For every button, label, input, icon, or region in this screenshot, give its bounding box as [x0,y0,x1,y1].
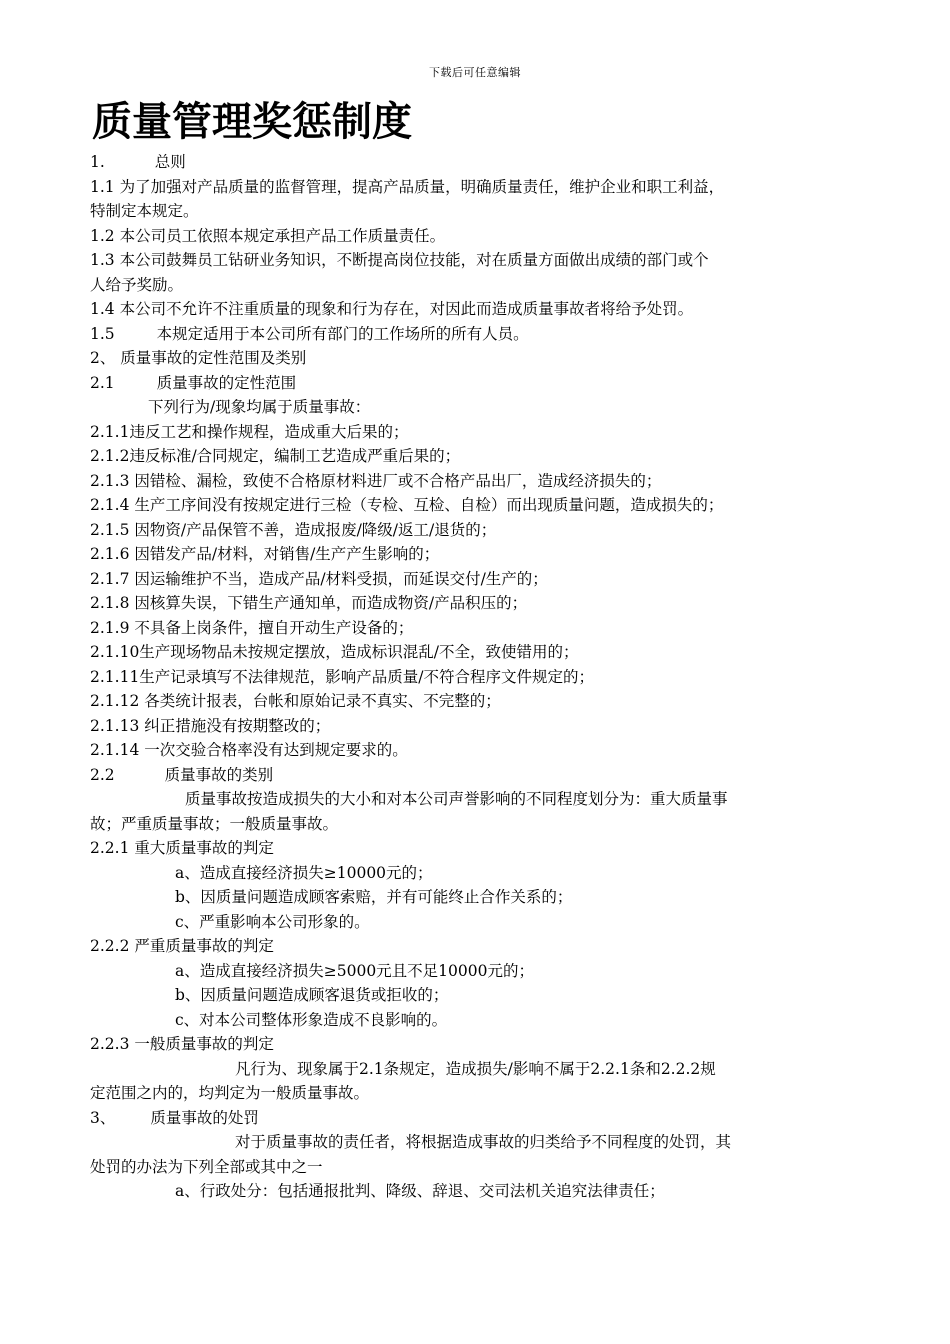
section-2-2-text-line-1: 质量事故按造成损失的大小和对本公司声誉影响的不同程度划分为：重大质量事 [185,790,728,808]
list-item: 2.1.8 因核算失误，下错生产通知单，而造成物资/产品积压的； [90,594,528,612]
section-2-1-intro: 下列行为/现象均属于质量事故： [148,398,371,416]
section-2-2-heading: 2.2 质量事故的类别 [90,765,274,784]
list-item: 2.1.13 纠正措施没有按期整改的； [90,716,331,735]
list-item: 2.1.4 生产工序间没有按规定进行三检（专检、互检、自检）而出现质量问题，造成损失的； [90,496,724,514]
section-3-text-line-1: 对于质量事故的责任者，将根据造成事故的归类给予不同程度的处罚，其 [235,1133,732,1151]
section-3-text-line-2: 处罚的办法为下列全部或其中之一 [90,1157,323,1176]
list-item: b、因质量问题造成顾客退货或拒收的； [175,986,449,1004]
list-item: 2.1.7 因运输维护不当，造成产品/材料受损，而延误交付/生产的； [90,569,548,588]
section-2-2-text-line-2: 故；严重质量事故；一般质量事故。 [90,814,339,833]
paragraph-1-1-line-1: 1.1 为了加强对产品质量的监督管理，提高产品质量，明确质量责任，维护企业和职工利益， [90,177,725,196]
paragraph-1-4: 1.4 本公司不允许不注重质量的现象和行为存在，对因此而造成质量事故者将给予处罚。 [90,300,694,318]
section-2-1-heading: 2.1 质量事故的定性范围 [90,373,297,392]
paragraph-1-3-line-1: 1.3 本公司鼓舞员工钻研业务知识，不断提高岗位技能，对在质量方面做出成绩的部门或个 [90,251,709,269]
list-item: 2.1.10生产现场物品未按规定摆放，造成标识混乱/不全，致使错用的； [90,643,579,661]
paragraph-1-3-line-2: 人给予奖励。 [90,275,184,294]
list-item: 2.1.11生产记录填写不法律规范，影响产品质量/不符合程序文件规定的； [90,667,595,686]
list-item: 2.1.3 因错检、漏检，致使不合格原材料进厂或不合格产品出厂，造成经济损失的； [90,471,662,490]
list-item: a、造成直接经济损失≥10000元的； [175,863,433,882]
list-item: 2.1.6 因错发产品/材料，对销售/生产产生影响的； [90,545,440,563]
list-item: c、对本公司整体形象造成不良影响的。 [175,1010,448,1029]
document-body [90,150,870,1204]
list-item: 2.1.1违反工艺和操作规程，造成重大后果的； [90,422,409,441]
header-note: 下载后可任意编辑 [429,66,521,79]
list-item: b、因质量问题造成顾客索赔，并有可能终止合作关系的； [175,888,573,906]
section-2-2-2-heading: 2.2.2 严重质量事故的判定 [90,937,274,955]
list-item: 2.1.5 因物资/产品保管不善，造成报废/降级/返工/退货的； [90,520,497,539]
section-2-2-1-heading: 2.2.1 重大质量事故的判定 [90,839,274,857]
list-item: 2.1.14 一次交验合格率没有达到规定要求的。 [90,741,408,759]
list-item: c、严重影响本公司形象的。 [175,912,370,931]
section-3-heading: 3、 质量事故的处罚 [90,1108,259,1127]
list-item: a、造成直接经济损失≥5000元且不足10000元的； [175,961,534,980]
list-item: 2.1.2违反标准/合同规定，编制工艺造成严重后果的； [90,447,461,465]
document-title: 质量管理奖惩制度 [92,98,412,145]
list-item: 2.1.12 各类统计报表，台帐和原始记录不真实、不完整的； [90,692,501,710]
section-2-2-3-text-line-1: 凡行为、现象属于2.1条规定，造成损失/影响不属于2.2.1条和2.2.2规 [235,1059,716,1078]
section-2-2-3-text-line-2: 定范围之内的，均判定为一般质量事故。 [90,1084,370,1102]
paragraph-1-2: 1.2 本公司员工依照本规定承担产品工作质量责任。 [90,226,446,245]
section-2-heading: 2、 质量事故的定性范围及类别 [90,349,307,367]
paragraph-1-5: 1.5 本规定适用于本公司所有部门的工作场所的所有人员。 [90,324,529,343]
paragraph-1-1-line-2: 特制定本规定。 [90,202,199,220]
list-item: 2.1.9 不具备上岗条件，擅自开动生产设备的； [90,618,414,637]
section-2-2-3-heading: 2.2.3 一般质量事故的判定 [90,1035,274,1053]
section-1-heading: 1. 总则 [90,153,186,171]
list-item: a、行政处分：包括通报批判、降级、辞退、交司法机关追究法律责任； [175,1182,665,1200]
